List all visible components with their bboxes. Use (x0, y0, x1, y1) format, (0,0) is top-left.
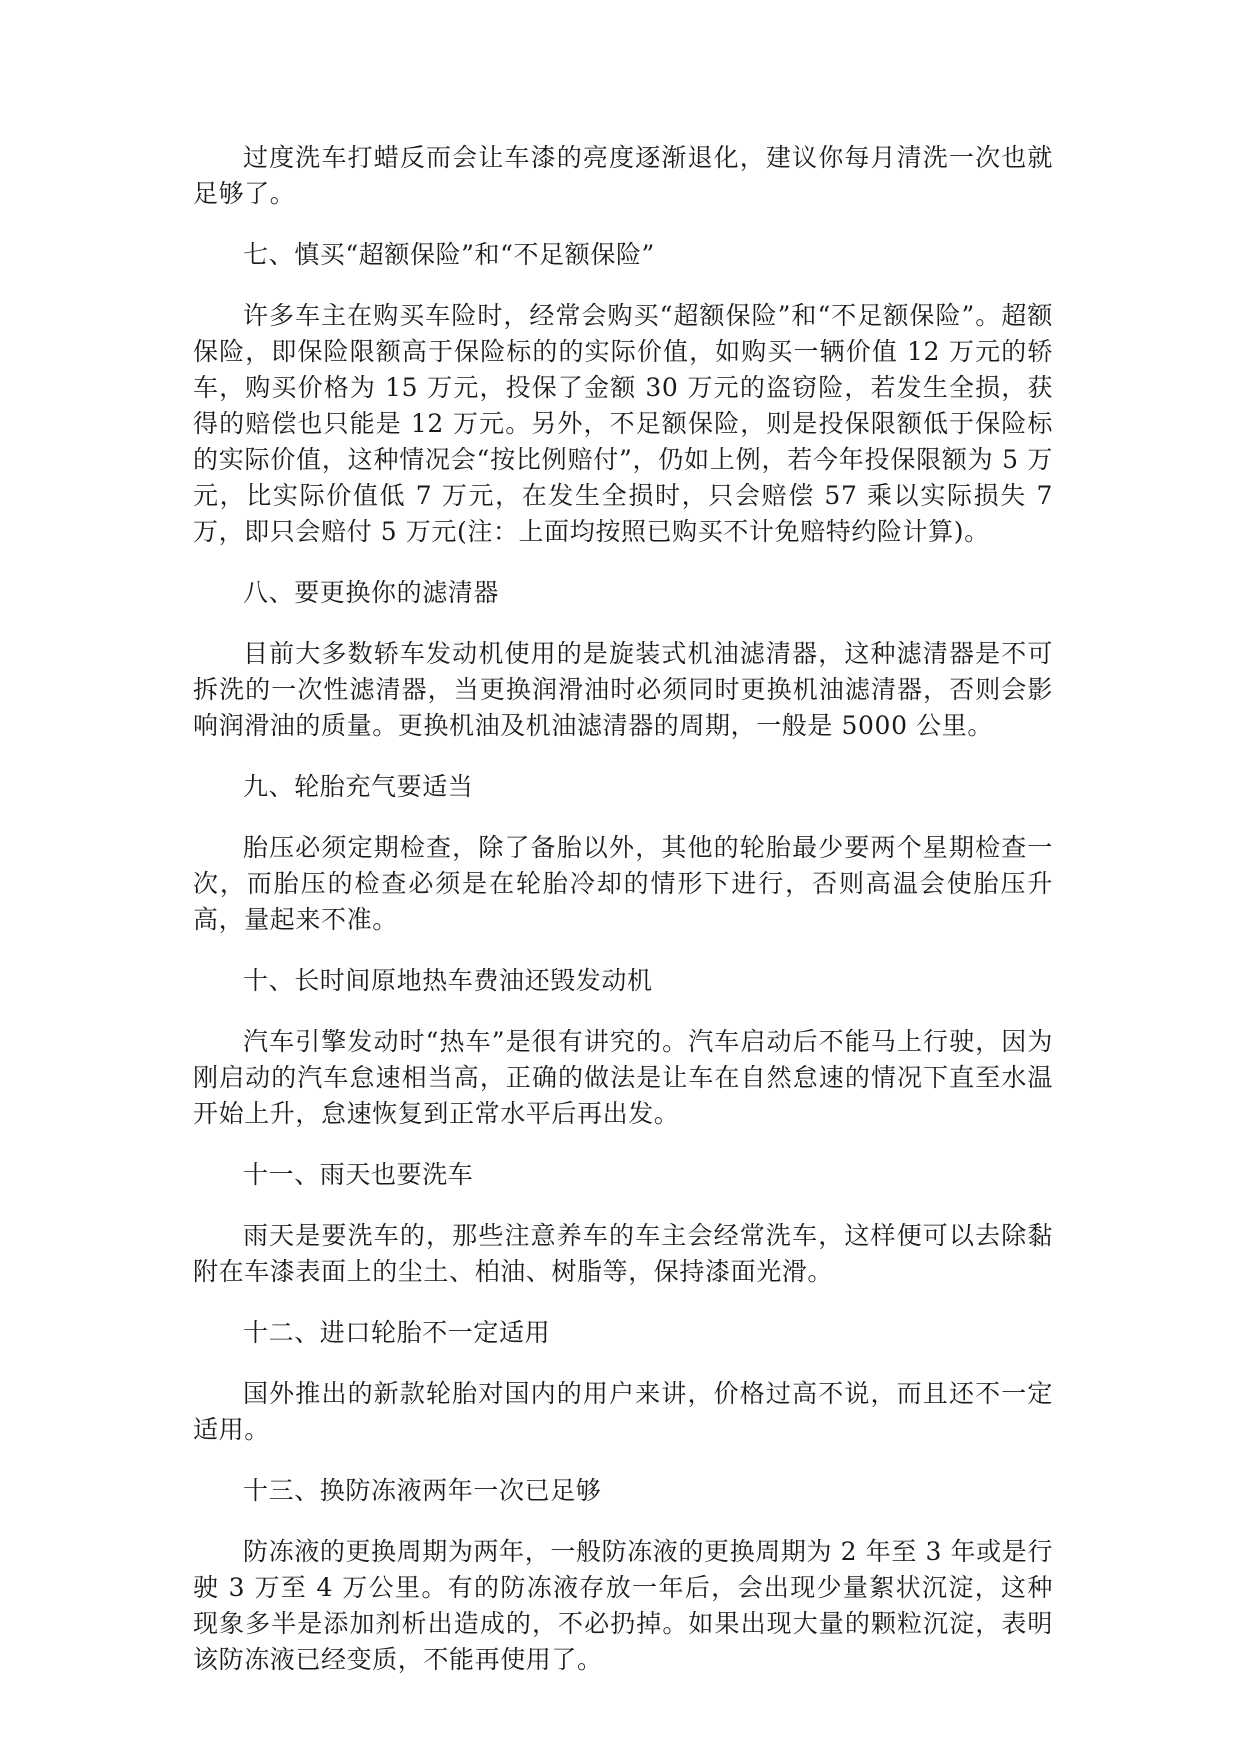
paragraph-wash-wax: 过度洗车打蜡反而会让车漆的亮度逐渐退化，建议你每月清洗一次也就足够了。 (193, 143, 1053, 208)
paragraph-antifreeze: 防冻液的更换周期为两年，一般防冻液的更换周期为 2 年至 3 年或是行驶 3 万至 4 万公里。有的防冻液存放一年后，会出现少量絮状沉淀，这种现象多半是添加剂析出造成的，不必扔掉。如果出现大量的颗粒沉淀，表明该防冻液已经变质，不能再使用了。 (193, 1537, 1053, 1674)
heading-tire-pressure: 九、轮胎充气要适当 (243, 772, 474, 801)
paragraph-imported-tires: 国外推出的新款轮胎对国内的用户来讲，价格过高不说，而且还不一定适用。 (193, 1379, 1053, 1444)
heading-imported-tires: 十二、进口轮胎不一定适用 (243, 1318, 551, 1347)
document-body (193, 140, 1053, 1703)
heading-warm-up: 十、长时间原地热车费油还毁发动机 (243, 966, 653, 995)
heading-filter: 八、要更换你的滤清器 (243, 578, 500, 607)
paragraph-rain-wash: 雨天是要洗车的，那些注意养车的车主会经常洗车，这样便可以去除黏附在车漆表面上的尘土、柏油、树脂等，保持漆面光滑。 (193, 1221, 1053, 1286)
heading-rain-wash: 十一、雨天也要洗车 (243, 1160, 474, 1189)
heading-antifreeze: 十三、换防冻液两年一次已足够 (243, 1476, 602, 1505)
paragraph-tire-pressure: 胎压必须定期检查，除了备胎以外，其他的轮胎最少要两个星期检查一次，而胎压的检查必须是在轮胎冷却的情形下进行，否则高温会使胎压升高，量起来不准。 (193, 833, 1053, 934)
paragraph-warm-up: 汽车引擎发动时“热车”是很有讲究的。汽车启动后不能马上行驶，因为刚启动的汽车怠速相当高，正确的做法是让车在自然怠速的情况下直至水温开始上升，怠速恢复到正常水平后再出发。 (193, 1027, 1053, 1128)
paragraph-filter: 目前大多数轿车发动机使用的是旋装式机油滤清器，这种滤清器是不可拆洗的一次性滤清器，当更换润滑油时必须同时更换机油滤清器，否则会影响润滑油的质量。更换机油及机油滤清器的周期，一般是 5000 公里。 (193, 639, 1053, 740)
heading-insurance: 七、慎买“超额保险”和“不足额保险” (243, 240, 655, 269)
paragraph-insurance: 许多车主在购买车险时，经常会购买“超额保险”和“不足额保险”。超额保险，即保险限额高于保险标的的实际价值，如购买一辆价值 12 万元的轿车，购买价格为 15 万元，投保了金额 30 万元的盗窃险，若发生全损，获得的赔偿也只能是 12 万元。另外，不足额保险，则是投保限额低于保险标的实际价值，这种情况会“按比例赔付”，仍如上例，若今年投保限额为 5 万元，比实际价值低 7 万元，在发生全损时，只会赔偿 57 乘以实际损失 7 万，即只会赔付 5 万元(注：上面均按照已购买不计免赔特约险计算)。 (193, 301, 1053, 546)
